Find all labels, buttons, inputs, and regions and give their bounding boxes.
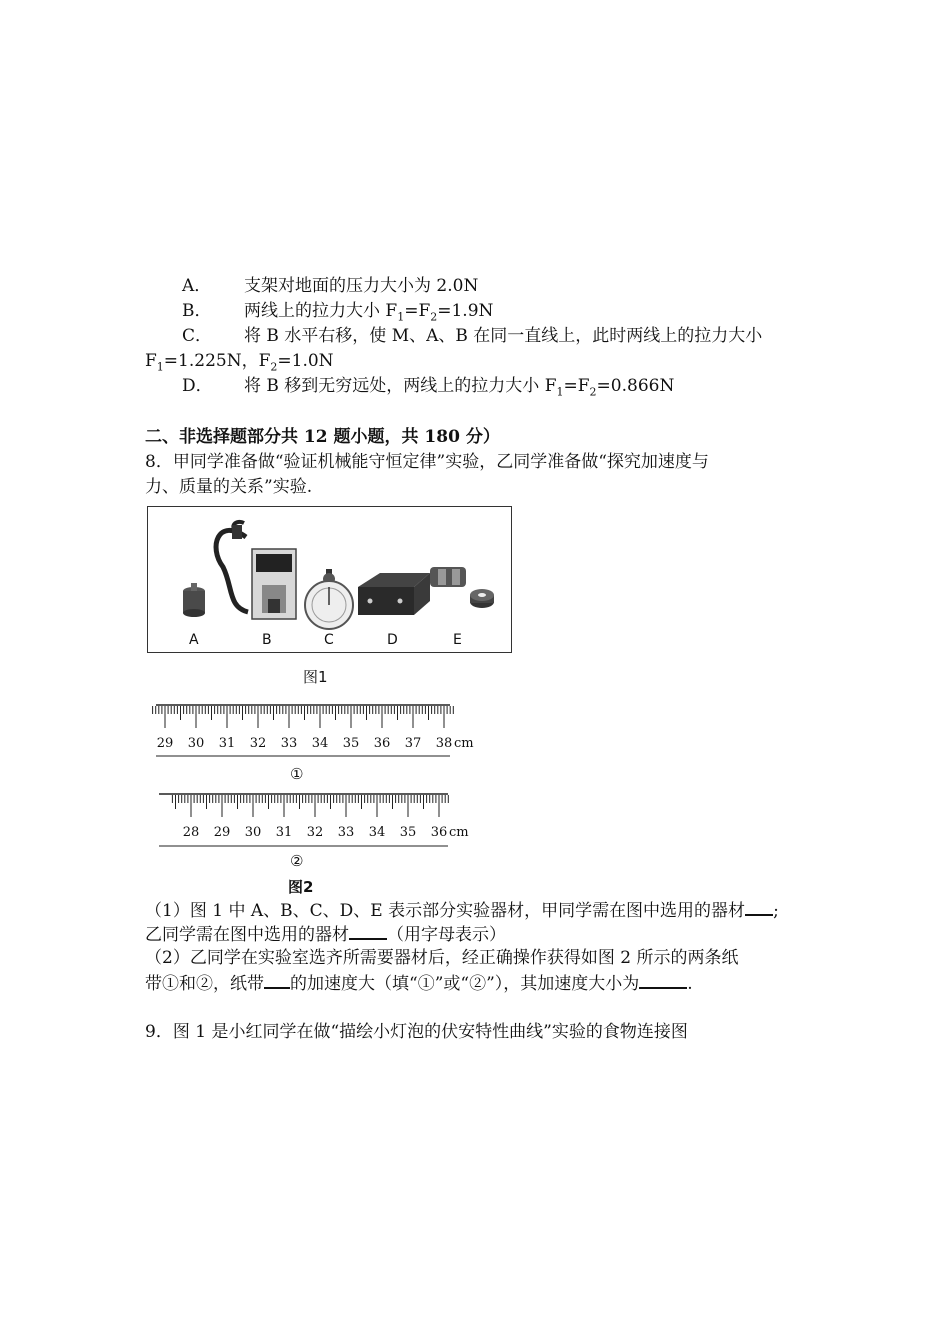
q8-part2-line2 [145, 971, 693, 995]
weights-set-icon [430, 567, 494, 608]
ruler-tick-label: 30 [187, 736, 205, 751]
q8-part1-text2: 乙同学需在图中选用的器材 [145, 925, 349, 945]
ruler-unit-label: cm [454, 736, 474, 751]
subscript: 2 [270, 360, 278, 374]
fig1-label-b: B [262, 632, 272, 648]
subscript: 2 [589, 385, 597, 399]
q8-part2-end: . [687, 974, 693, 994]
q8-part1-end: ; [773, 901, 779, 921]
option-b-letter: B． [182, 301, 212, 321]
q8-part2-mid: 的加速度大（填“①”或“②”），其加速度大小为 [290, 974, 640, 994]
option-d-text: 将 B 移到无穷远处，两线上的拉力大小 F [244, 376, 557, 396]
ruler-tick-label: 35 [399, 825, 417, 840]
answer-blank[interactable] [745, 898, 773, 916]
option-a [182, 275, 478, 297]
q8-part2-text: 带①和②，纸带 [145, 974, 264, 994]
option-a-text: 支架对地面的压力大小为 2.0N [244, 276, 479, 296]
stopwatch-icon [305, 569, 353, 629]
option-b-text-mid: =F [404, 301, 431, 321]
q8-part1-line2 [145, 922, 506, 946]
ruler-1-mark: ① [290, 765, 304, 783]
option-c-cont-mid: =1.225N，F [163, 351, 271, 371]
q8-part1-end2: （用字母表示） [387, 925, 506, 945]
power-supply-icon [358, 573, 430, 615]
ruler-tick-label: 35 [342, 736, 360, 751]
ruler-tick-label: 29 [213, 825, 231, 840]
option-c [182, 325, 762, 347]
option-b-text-end: =1.9N [437, 301, 494, 321]
figure-1-apparatus [147, 506, 512, 653]
option-d-text-mid: =F [563, 376, 590, 396]
q8-line1: 8．甲同学准备做“验证机械能守恒定律”实验，乙同学准备做“探究加速度与 [145, 452, 709, 472]
answer-blank[interactable] [639, 971, 687, 989]
subscript: 1 [156, 360, 164, 374]
q8-part1-line1 [145, 898, 779, 922]
ruler-tick-label: 30 [244, 825, 262, 840]
option-c-cont: F [145, 351, 157, 371]
ruler-tick-label: 38 [435, 736, 453, 751]
ruler-tick-label: 33 [337, 825, 355, 840]
section-title: 二、非选择题部分共 12 题小题，共 180 分） [145, 427, 500, 447]
fig1-label-a: A [189, 632, 199, 648]
answer-blank[interactable] [264, 971, 290, 989]
ruler-tick-label: 36 [430, 825, 448, 840]
figure-2-caption: 图2 [288, 878, 314, 896]
ruler-tick-label: 29 [156, 736, 174, 751]
option-d-text-end: =0.866N [596, 376, 675, 396]
ruler-unit-label: cm [449, 825, 469, 840]
q8-line2: 力、质量的关系”实验. [145, 477, 313, 497]
ruler-tick-label: 31 [275, 825, 293, 840]
ruler-tick-label: 31 [218, 736, 236, 751]
subscript: 1 [397, 310, 405, 324]
subscript: 2 [430, 310, 438, 324]
option-c-cont-end: =1.0N [277, 351, 334, 371]
ruler-tick-label: 33 [280, 736, 298, 751]
ruler-2-mark: ② [290, 852, 304, 870]
fig1-label-e: E [453, 632, 462, 648]
fig1-label-c: C [324, 632, 334, 648]
ruler-tick-label: 34 [368, 825, 386, 840]
q8-part1-text: （1）图 1 中 A、B、C、D、E 表示部分实验器材，甲同学需在图中选用的器材 [145, 901, 746, 921]
ruler-tick-label: 34 [311, 736, 329, 751]
subscript: 1 [556, 385, 564, 399]
q8-part2-line1: （2）乙同学在实验室选齐所需要器材后，经正确操作获得如图 2 所示的两条纸 [145, 948, 739, 968]
ruler-tick-label: 32 [306, 825, 324, 840]
tape-ruler-2 [155, 790, 475, 850]
option-c-text: 将 B 水平右移，使 M、A、B 在同一直线上，此时两线上的拉力大小 [244, 326, 763, 346]
ruler-tick-label: 36 [373, 736, 391, 751]
tape-ruler-1 [150, 700, 480, 760]
answer-blank[interactable] [349, 922, 387, 940]
ruler-tick-label: 37 [404, 736, 422, 751]
figure-1-caption: 图1 [303, 668, 328, 686]
ruler-tick-label: 28 [182, 825, 200, 840]
weight-icon [183, 583, 205, 617]
option-c-letter: C． [182, 326, 213, 346]
fig1-label-d: D [387, 632, 398, 648]
ruler-tick-label: 32 [249, 736, 267, 751]
option-d [182, 375, 674, 403]
apparatus-illustration [148, 507, 511, 652]
option-b-text: 两线上的拉力大小 F [244, 301, 398, 321]
timer-icon [216, 522, 296, 619]
option-a-letter: A． [182, 276, 212, 296]
option-d-letter: D． [182, 376, 213, 396]
q9-line1: 9．图 1 是小红同学在做“描绘小灯泡的伏安特性曲线”实验的食物连接图 [145, 1022, 688, 1042]
